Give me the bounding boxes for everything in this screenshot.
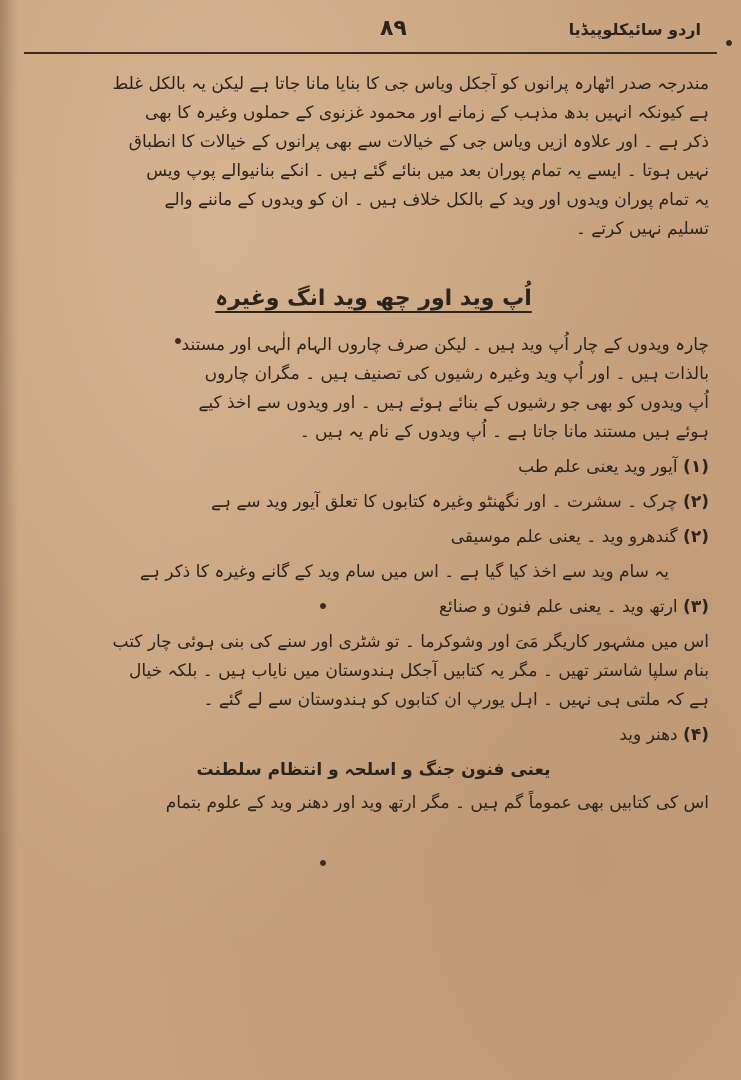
text-line: ہے کہ ملتی ہی نہیں ۔ اہل یورپ ان کتابوں کو ہندوستان سے لے گئے ۔	[203, 690, 709, 710]
item-number: (۱)	[683, 457, 709, 477]
text-line: ہے کیونکہ انہیں بدھ مذہب کے زمانے اور محمود غزنوی کے حملوں وغیرہ کا بھی	[145, 103, 709, 123]
text-line: ذکر ہے ۔ اور علاوہ ازیں ویاس جی کے خیالات سے بھی پرانوں کے خیالات کا انطباق	[128, 132, 709, 152]
text-line: تسلیم نہیں کرتے ۔	[575, 219, 709, 239]
text-line: بالذات ہیں ۔ اور اُپ وید وغیرہ رشیوں کی تصنیف ہیں ۔ مگران چاروں	[204, 364, 709, 384]
item-number: (۳)	[683, 597, 709, 617]
ink-spot	[175, 338, 181, 344]
item-text: دھنر وید	[619, 725, 678, 745]
closing-paragraph	[38, 789, 709, 818]
page-edge-shadow	[0, 0, 18, 1080]
text-line: چارہ ویدوں کے چار اُپ وید ہیں ۔ لیکن صرف چاروں الہام الٰہی اور مستند	[181, 335, 709, 355]
list-item	[38, 721, 709, 750]
ink-spot	[320, 860, 326, 866]
intro-paragraph	[38, 70, 709, 244]
item-text: آیور وید یعنی علم طب	[518, 457, 678, 477]
text-line: اس میں مشہور کاریگر مَیَ اور وشوکرما ۔ تو شٹری اور سنے کی بنی ہوئی چار کتب	[112, 632, 709, 652]
text-line: اس کی کتابیں بھی عموماً گم ہیں ۔ مگر ارتھ وید اور دھنر وید کے علوم بتمام	[165, 793, 709, 813]
text-line: نہیں ہوتا ۔ ایسے یہ تمام پوران بعد میں بنائے گئے ہیں ۔ انکے بنانیوالے پوپ ویس	[146, 161, 709, 181]
list-item	[38, 488, 709, 517]
item-number: (۴)	[683, 725, 709, 745]
ink-spot	[726, 40, 732, 46]
text-line: بنام سلپا شاستر تھیں ۔ مگر یہ کتابیں آجکل ہندوستان میں نایاب ہیں ۔ بلکہ خیال	[129, 661, 709, 681]
item-text: ارتھ وید ۔ یعنی علم فنون و صنائع	[439, 597, 678, 617]
item-text: یہ سام وید سے اخذ کیا گیا ہے ۔ اس میں سام وید کے گانے وغیرہ کا ذکر ہے	[139, 562, 669, 582]
item-text: گندھرو وید ۔ یعنی علم موسیقی	[450, 527, 678, 547]
text-line: یہ تمام پوران ویدوں اور وید کے بالکل خلاف ہیں ۔ ان کو ویدوں کے ماننے والے	[164, 190, 709, 210]
list-item	[38, 593, 709, 622]
item-number: (۲)	[683, 527, 709, 547]
arth-paragraph	[38, 628, 709, 715]
page-number: ۸۹	[380, 16, 407, 41]
text-line: مندرجہ صدر اٹھارہ پرانوں کو آجکل ویاس جی کا بنایا مانا جاتا ہے لیکن یہ بالکل غلط	[112, 74, 709, 94]
item-subtitle: یعنی فنون جنگ و اسلحہ و انتظام سلطنت	[196, 760, 551, 780]
list-item	[38, 453, 709, 482]
page-body	[38, 70, 709, 818]
section-heading: اُپ وید اور چھ وید انگ وغیرہ	[215, 286, 532, 311]
page-header	[40, 14, 701, 50]
text-line: ہوئے ہیں مستند مانا جاتا ہے ۔ اُپ ویدوں کے نام یہ ہیں ۔	[299, 422, 709, 442]
header-divider	[24, 52, 717, 54]
item-text: چرک ۔ سشرت ۔ اور نگھنٹو وغیرہ کتابوں کا تعلق آیور وید سے ہے	[211, 492, 678, 512]
running-title: اردو سائیکلوپیڈیا	[568, 20, 701, 39]
ink-spot	[320, 603, 326, 609]
list-item	[38, 523, 709, 552]
item-number: (۲)	[683, 492, 709, 512]
section-paragraph	[38, 331, 709, 447]
list-item-note	[38, 558, 709, 587]
text-line: اُپ ویدوں کو بھی جو رشیوں کے بنائے ہوئے ہیں ۔ اور ویدوں سے اخذ کیے	[198, 393, 709, 413]
